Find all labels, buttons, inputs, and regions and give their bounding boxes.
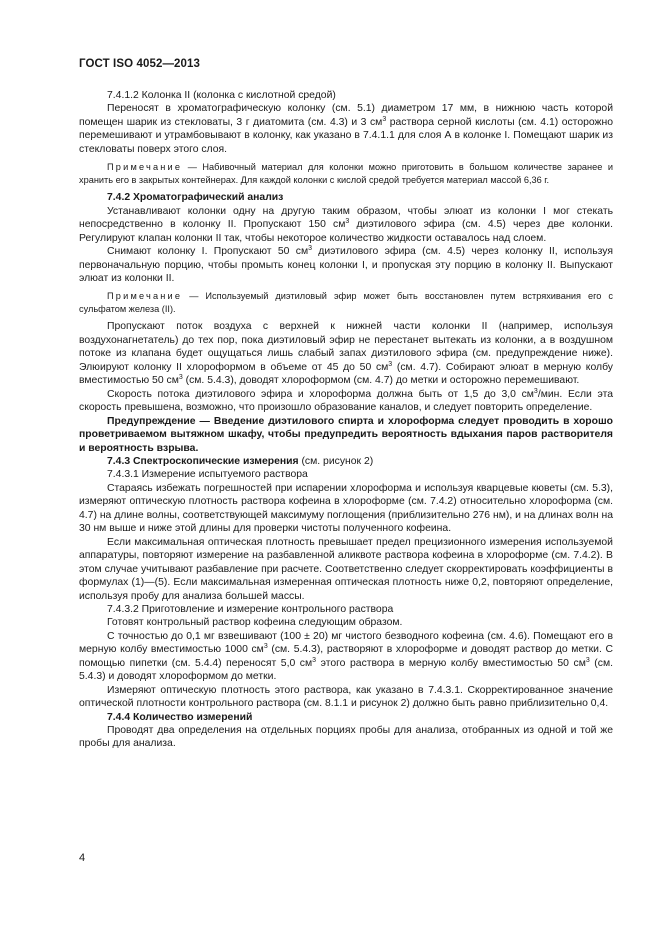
- note-label: Примечание: [107, 291, 183, 302]
- note: Примечание — Используемый диэтиловый эфир может быть восстановлен путем встряхивания его с сульфатом железа (II).: [79, 291, 613, 314]
- section-7-4-1-2-title: 7.4.1.2 Колонка II (колонка с кислотной средой): [107, 90, 336, 101]
- page-number: 4: [79, 852, 86, 864]
- section-7-4-4-title: 7.4.4 Количество измерений: [107, 711, 253, 723]
- paragraph: Стараясь избежать погрешностей при испарении хлороформа и используя кварцевые кюветы (см. 5.3), измеряют оптическую плотность раствора кофеина в хлороформе (см. 7.4.2) относительно хлороформа (см. 4.7) на длине волны, соответствующей максимуму поглощения (приблизительно 276 нм), и на длинах волн на 30 нм выше и ниже этой длины для проверки чистоты полученного кофеина.: [79, 482, 613, 535]
- paragraph: Пропускают поток воздуха с верхней к нижней части колонки II (например, используя воздухонагнетатель) до тех пор, пока диэтиловый эфир не перестанет вытекать из колонки, а в воздушном потоке из клапана будет ощущаться лишь слабый запах диэтилового эфира (см. предупреждение ниже). Элюируют колонку II хлороформом в объеме от 45 до 50 $см^3$ (см. 4.7). Собирают элюат в мерную колбу вместимостью 50 $см^3$ (см. 5.4.3), доводят хлороформом (см. 4.7) до метки и осторожно перемешивают.: [79, 321, 613, 387]
- paragraph: Снимают колонку I. Пропускают 50 $см^3$ диэтилового эфира (см. 4.5) через колонку II, используя первоначальную порцию, чтобы промыть конец колонки I, и пропуская эту порцию в колонку II. Выпускают элюат из колонки II.: [79, 245, 613, 284]
- section-7-4-3-1-title: 7.4.3.1 Измерение испытуемого раствора: [107, 469, 308, 481]
- note-label: Примечание: [107, 162, 183, 173]
- note: Примечание — Набивочный материал для колонки можно приготовить в большом количестве заранее и хранить его в закрытых контейнерах. Для каждой колонки с кислой средой требуется материал массой 6,36 г.: [79, 162, 613, 185]
- paragraph: Скорость потока диэтилового эфира и хлороформа должна быть от 1,5 до 3,0 $см^3$/мин. Если эта скорость превышена, возможно, что произошло образование каналов, и следует повторить определение.: [79, 387, 613, 414]
- paragraph: Готовят контрольный раствор кофеина следующим образом.: [107, 617, 403, 629]
- section-7-4-3-2-title: 7.4.3.2 Приготовление и измерение контрольного раствора: [107, 603, 394, 615]
- page-body: [79, 89, 613, 751]
- document-header: ГОСТ ISO 4052—2013: [79, 58, 201, 70]
- paragraph: Переносят в хроматографическую колонку (см. 5.1) диаметром 17 мм, в нижнюю часть которой помещен шарик из стекловаты, 3 г диатомита (см. 4.3) и 3 $см^3$ раствора серной кислоты (см. 4.1) осторожно перемешивают и утрамбовывают в колонку, как указано в 7.4.1.1 для слоя А в колонке I. Помещают шарик из стекловаты поверх этого слоя.: [79, 103, 614, 155]
- section-7-4-3-title: 7.4.3 Спектроскопические измерения (см. рисунок 2): [107, 455, 374, 467]
- paragraph: Если максимальная оптическая плотность превышает предел прецизионного измерения используемой аппаратуры, повторяют измерение на разбавленной аликвоте раствора кофеина в хлороформе (см. 7.4.2). В этом случае учитывают разбавление при расчете. Соответственно следует скорректировать коэффициенты в формулах (1)—(5). Если максимальная измеренная оптическая плотность ниже 0,2, повторяют определение, используя пробу для анализа большей массы.: [79, 536, 613, 602]
- paragraph: Проводят два определения на отдельных порциях пробы для анализа, отобранных из одной и той же пробы для анализа.: [79, 725, 613, 750]
- paragraph: Устанавливают колонки одну на другую таким образом, чтобы элюат из колонки I мог стекать непосредственно в колонку II. Пропускают 150 $см^3$ диэтилового эфира (см. 4.5) через две колонки. Регулируют клапан колонки II так, чтобы некоторое количество жидкости оставалось над слоем.: [79, 205, 613, 244]
- warning: Предупреждение — Введение диэтилового спирта и хлороформа следует проводить в хорошо проветриваемом вытяжном шкафу, чтобы предупредить вероятность вдыхания паров растворителя и вероятность взрыва.: [79, 415, 613, 454]
- section-7-4-2-title: 7.4.2 Хроматографический анализ: [107, 192, 284, 204]
- paragraph: Измеряют оптическую плотность этого раствора, как указано в 7.4.3.1. Скорректированное значение оптической плотности контрольного раствора (см. 8.1.1 и рисунок 2) должно быть равно приблизительно 0,4.: [79, 684, 613, 710]
- paragraph: С точностью до 0,1 мг взвешивают (100 ± 20) мг чистого безводного кофеина (см. 4.6). Помещают его в мерную колбу вместимостью 1000 $см^3$ (см. 5.4.3), растворяют в хлороформе и доводят раствор до метки. С помощью пипетки (см. 5.4.4) переносят 5,0 $см^3$ этого раствора в мерную колбу вместимостью 50 $см^3$ (см. 5.4.3) и доводят хлороформом до метки.: [79, 630, 613, 683]
